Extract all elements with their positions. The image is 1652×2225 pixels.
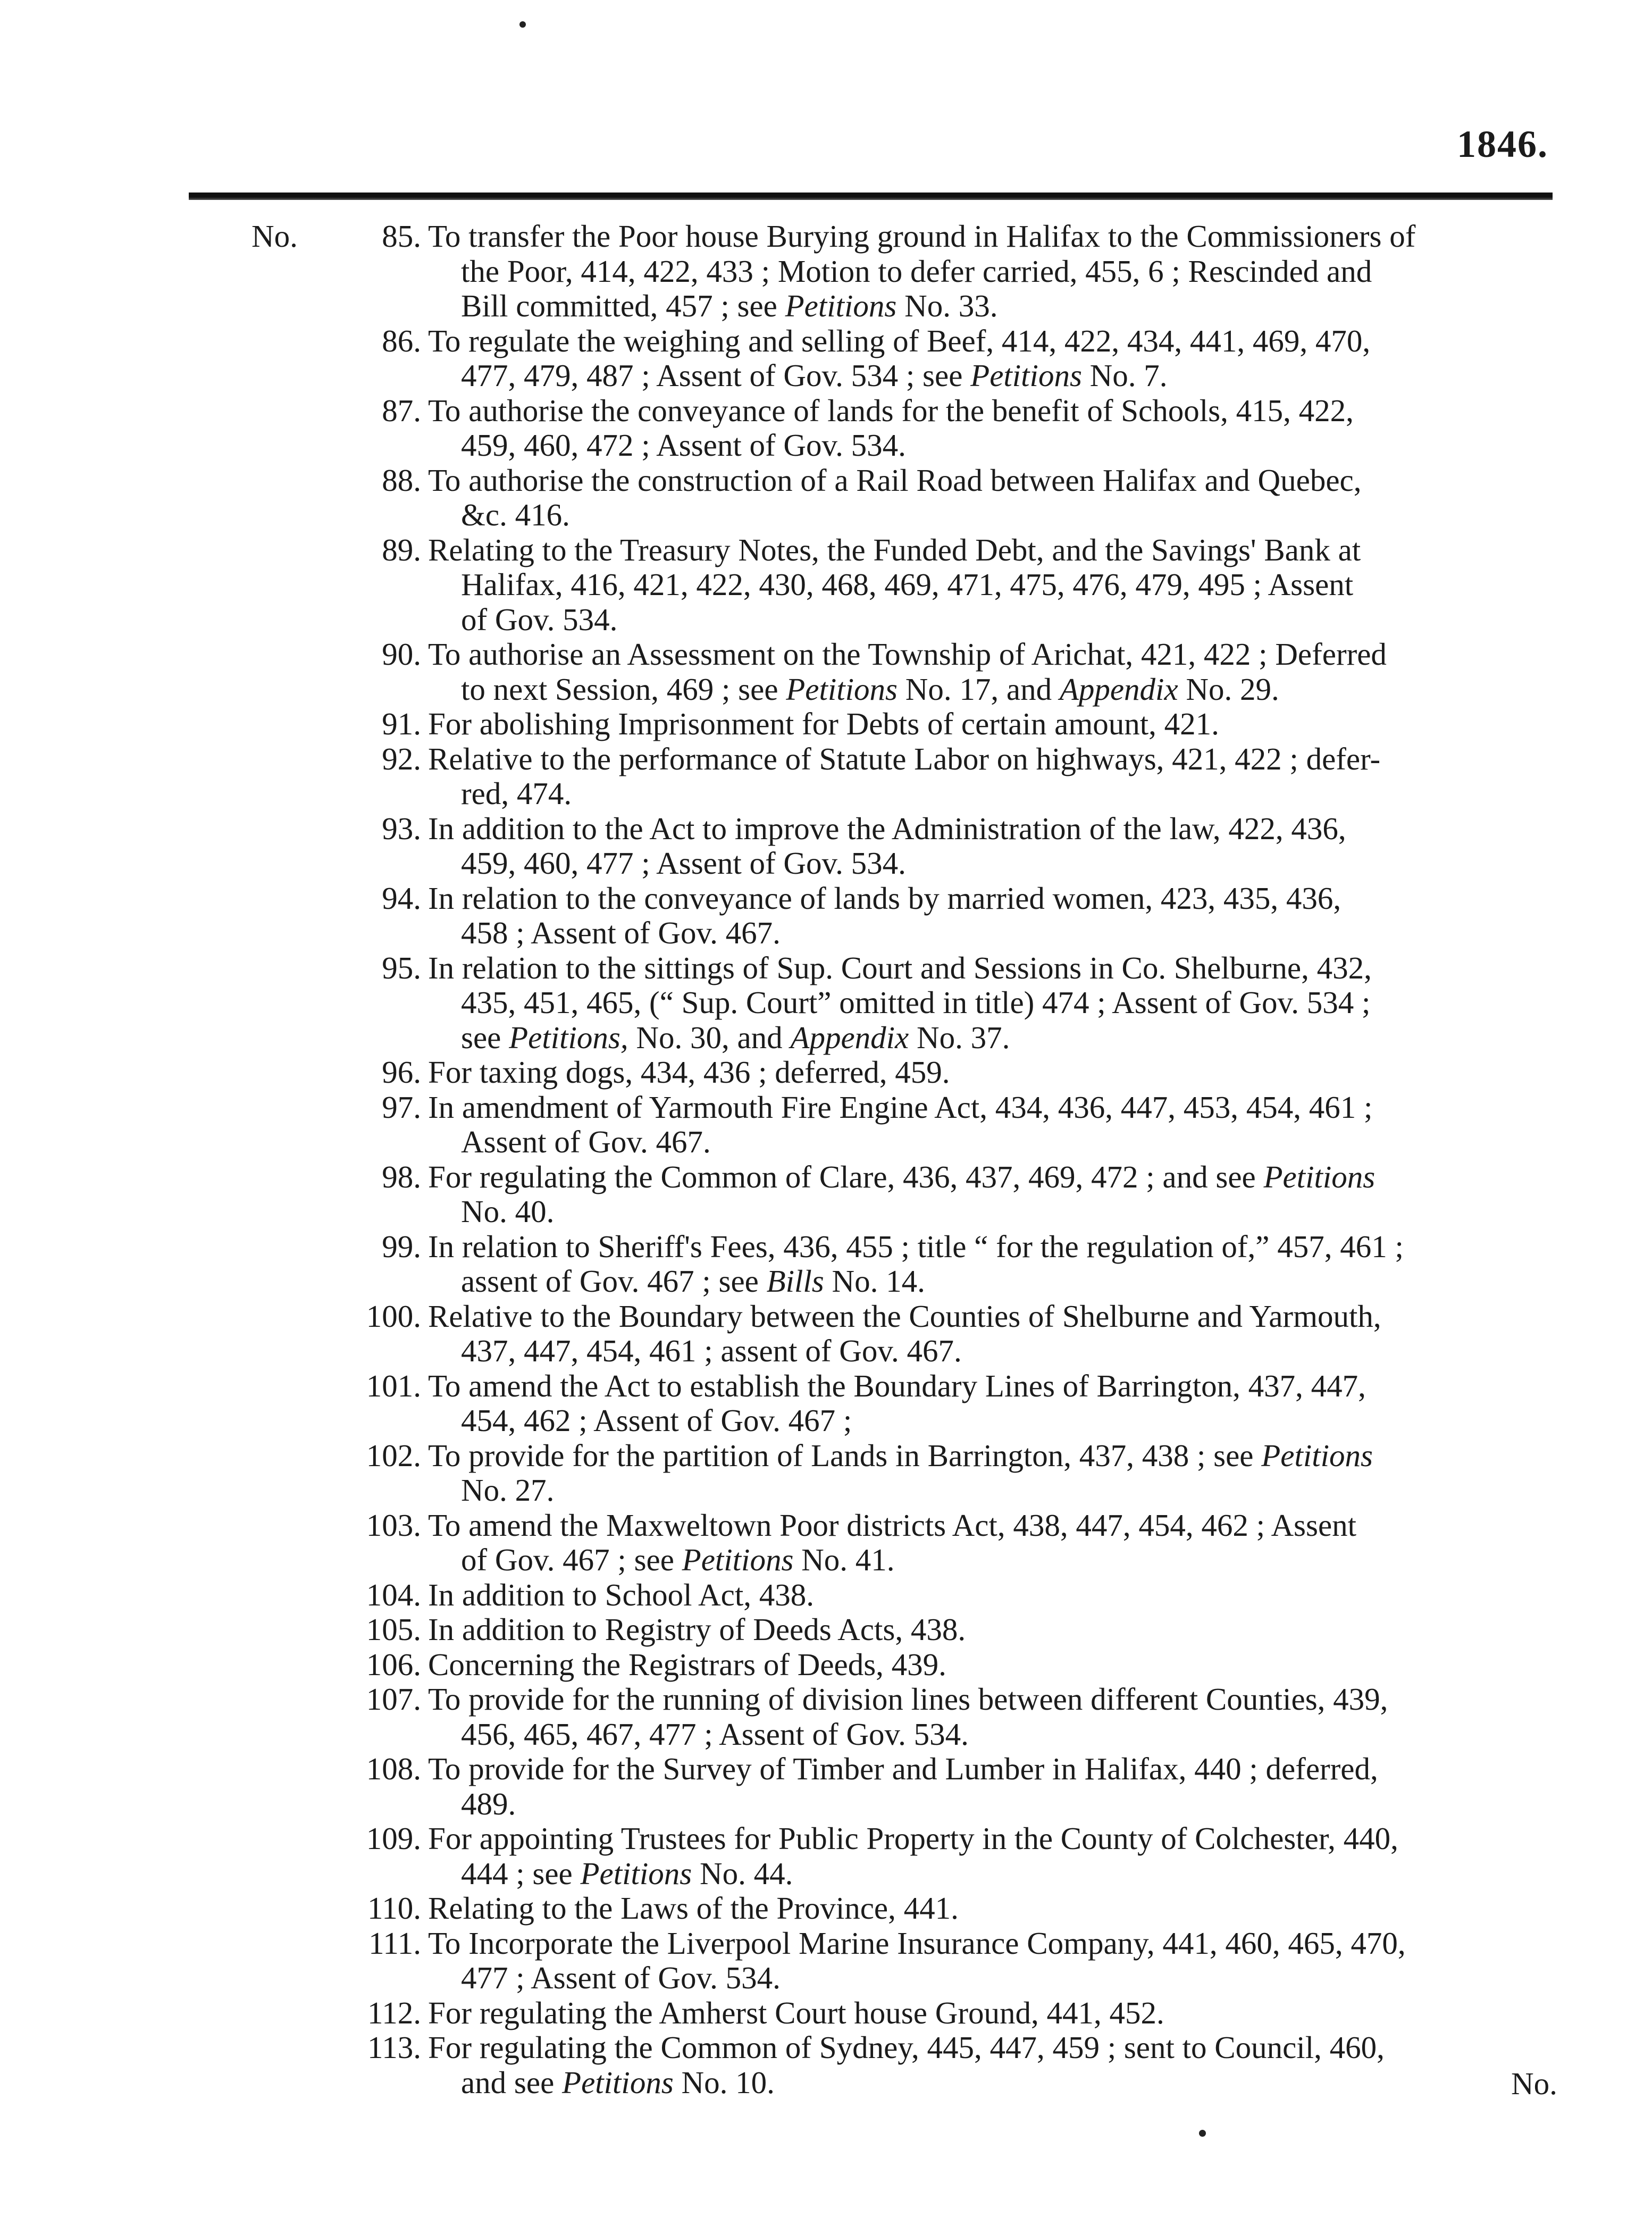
- entry-text-line: No. 40.: [461, 1194, 555, 1229]
- entry-number: 106.: [366, 1646, 421, 1682]
- entry-text-line: the Poor, 414, 422, 433 ; Motion to defer carried, 455, 6 ; Rescinded and: [461, 253, 1372, 289]
- entry-text-line: see Petitions, No. 30, and Appendix No. 37.: [461, 1019, 1010, 1055]
- entry-text-line: In relation to Sheriff's Fees, 436, 455 ; title “ for the regulation of,” 457, 461 ;: [428, 1228, 1404, 1264]
- entry-text-line: For regulating the Common of Sydney, 445, 447, 459 ; sent to Council, 460,: [428, 2030, 1385, 2065]
- entry-number: 105.: [366, 1612, 421, 1647]
- entry-text-line: 454, 462 ; Assent of Gov. 467 ;: [461, 1403, 852, 1438]
- entry-number: 96.: [382, 1055, 421, 1090]
- entry-text-line: Relating to the Treasury Notes, the Funded Debt, and the Savings' Bank at: [428, 532, 1361, 567]
- entry-text-line: To authorise the conveyance of lands for the benefit of Schools, 415, 422,: [428, 392, 1354, 428]
- entry-text-line: For regulating the Amherst Court house Ground, 441, 452.: [428, 1995, 1164, 2030]
- entry-text-line: to next Session, 469 ; see Petitions No. 17, and Appendix No. 29.: [461, 671, 1279, 707]
- entry-text-line: For appointing Trustees for Public Property in the County of Colchester, 440,: [428, 1821, 1398, 1856]
- ink-speck: [519, 21, 526, 28]
- entry-text-line: 489.: [461, 1786, 516, 1821]
- entry-number: 98.: [382, 1159, 421, 1194]
- entry-text-line: 459, 460, 472 ; Assent of Gov. 534.: [461, 428, 906, 463]
- entry-number: 101.: [366, 1368, 421, 1403]
- entry-text-line: To regulate the weighing and selling of Beef, 414, 422, 434, 441, 469, 470,: [428, 323, 1371, 358]
- page-year-header: 1846.: [1457, 123, 1548, 165]
- entry-text-line: of Gov. 467 ; see Petitions No. 41.: [461, 1542, 895, 1577]
- entry-text-line: For regulating the Common of Clare, 436, 437, 469, 472 ; and see Petitions: [428, 1159, 1376, 1194]
- entry-number: 111.: [368, 1925, 421, 1961]
- entry-text-line: To amend the Act to establish the Boundary Lines of Barrington, 437, 447,: [428, 1368, 1366, 1403]
- entry-text-line: Relative to the performance of Statute Labor on highways, 421, 422 ; defer-: [428, 741, 1381, 776]
- entry-number: 90.: [382, 637, 421, 672]
- entry-number: 88.: [382, 462, 421, 498]
- entry-text-line: Relating to the Laws of the Province, 441.: [428, 1891, 959, 1926]
- entry-text-line: 477 ; Assent of Gov. 534.: [461, 1960, 781, 1995]
- entry-number: 87.: [382, 392, 421, 428]
- entry-text-line: of Gov. 534.: [461, 601, 618, 637]
- catchword: No.: [1511, 2065, 1557, 2101]
- entry-text-line: Concerning the Registrars of Deeds, 439.: [428, 1646, 946, 1682]
- entry-number: 109.: [366, 1821, 421, 1856]
- entry-number: 93.: [382, 810, 421, 846]
- entry-number: 103.: [366, 1507, 421, 1543]
- entry-prefix: No.: [251, 219, 298, 254]
- entry-number: 97.: [382, 1089, 421, 1125]
- entry-text-line: To provide for the running of division lines between different Counties, 439,: [428, 1682, 1388, 1717]
- entry-text-line: To transfer the Poor house Burying ground in Halifax to the Commissioners of: [428, 219, 1416, 254]
- entry-text-line: 459, 460, 477 ; Assent of Gov. 534.: [461, 846, 906, 881]
- entry-text-line: In addition to School Act, 438.: [428, 1577, 814, 1612]
- entry-text-line: 456, 465, 467, 477 ; Assent of Gov. 534.: [461, 1716, 969, 1752]
- entry-number: 108.: [366, 1751, 421, 1786]
- entry-number: 112.: [367, 1995, 421, 2030]
- entry-number: 113.: [367, 2030, 421, 2065]
- entry-text-line: No. 27.: [461, 1473, 555, 1508]
- entry-number: 86.: [382, 323, 421, 358]
- entry-number: 102.: [366, 1437, 421, 1473]
- entry-number: 107.: [366, 1682, 421, 1717]
- entry-text-line: For abolishing Imprisonment for Debts of certain amount, 421.: [428, 706, 1219, 741]
- entry-text-line: To provide for the partition of Lands in Barrington, 437, 438 ; see Petitions: [428, 1437, 1373, 1473]
- entry-text-line: For taxing dogs, 434, 436 ; deferred, 459.: [428, 1055, 950, 1090]
- entry-number: 89.: [382, 532, 421, 567]
- entry-text-line: In addition to Registry of Deeds Acts, 438.: [428, 1612, 966, 1647]
- entry-text-line: red, 474.: [461, 776, 572, 811]
- entry-text-line: To authorise an Assessment on the Township of Arichat, 421, 422 ; Deferred: [428, 637, 1387, 672]
- entry-number: 110.: [367, 1891, 421, 1926]
- entry-text-line: To Incorporate the Liverpool Marine Insurance Company, 441, 460, 465, 470,: [428, 1925, 1406, 1961]
- entry-text-line: 435, 451, 465, (“ Sup. Court” omitted in title) 474 ; Assent of Gov. 534 ;: [461, 985, 1371, 1020]
- entry-number: 95.: [382, 950, 421, 985]
- entry-text-line: 437, 447, 454, 461 ; assent of Gov. 467.: [461, 1333, 962, 1368]
- entry-text-line: &c. 416.: [461, 497, 570, 532]
- entry-number: 104.: [366, 1577, 421, 1612]
- entry-text-line: To provide for the Survey of Timber and Lumber in Halifax, 440 ; deferred,: [428, 1751, 1378, 1786]
- entry-text-line: Relative to the Boundary between the Counties of Shelburne and Yarmouth,: [428, 1298, 1381, 1334]
- entry-number: 100.: [366, 1298, 421, 1334]
- entry-text-line: assent of Gov. 467 ; see Bills No. 14.: [461, 1264, 925, 1299]
- entry-text-line: To amend the Maxweltown Poor districts Act, 438, 447, 454, 462 ; Assent: [428, 1507, 1357, 1543]
- entry-number: 92.: [382, 741, 421, 776]
- entry-text-line: Bill committed, 457 ; see Petitions No. 33.: [461, 288, 998, 323]
- entry-text-line: In amendment of Yarmouth Fire Engine Act, 434, 436, 447, 453, 454, 461 ;: [428, 1089, 1373, 1125]
- entry-text-line: To authorise the construction of a Rail Road between Halifax and Quebec,: [428, 462, 1362, 498]
- entry-text-line: In relation to the sittings of Sup. Court and Sessions in Co. Shelburne, 432,: [428, 950, 1372, 985]
- entry-number: 99.: [382, 1228, 421, 1264]
- entry-text-line: 458 ; Assent of Gov. 467.: [461, 915, 781, 950]
- entry-number: 94.: [382, 880, 421, 916]
- entry-number: 91.: [382, 706, 421, 741]
- entry-number: 85.: [382, 219, 421, 254]
- entry-text-line: Assent of Gov. 467.: [461, 1124, 711, 1159]
- entry-text-line: 444 ; see Petitions No. 44.: [461, 1855, 793, 1891]
- entry-text-line: Halifax, 416, 421, 422, 430, 468, 469, 471, 475, 476, 479, 495 ; Assent: [461, 567, 1354, 602]
- entry-text-line: In addition to the Act to improve the Administration of the law, 422, 436,: [428, 810, 1346, 846]
- entry-text-line: 477, 479, 487 ; Assent of Gov. 534 ; see Petitions No. 7.: [461, 358, 1168, 393]
- entry-text-line: In relation to the conveyance of lands by married women, 423, 435, 436,: [428, 880, 1341, 916]
- ink-speck: [1199, 2130, 1206, 2137]
- header-rule: [189, 193, 1553, 200]
- entry-text-line: and see Petitions No. 10.: [461, 2064, 775, 2100]
